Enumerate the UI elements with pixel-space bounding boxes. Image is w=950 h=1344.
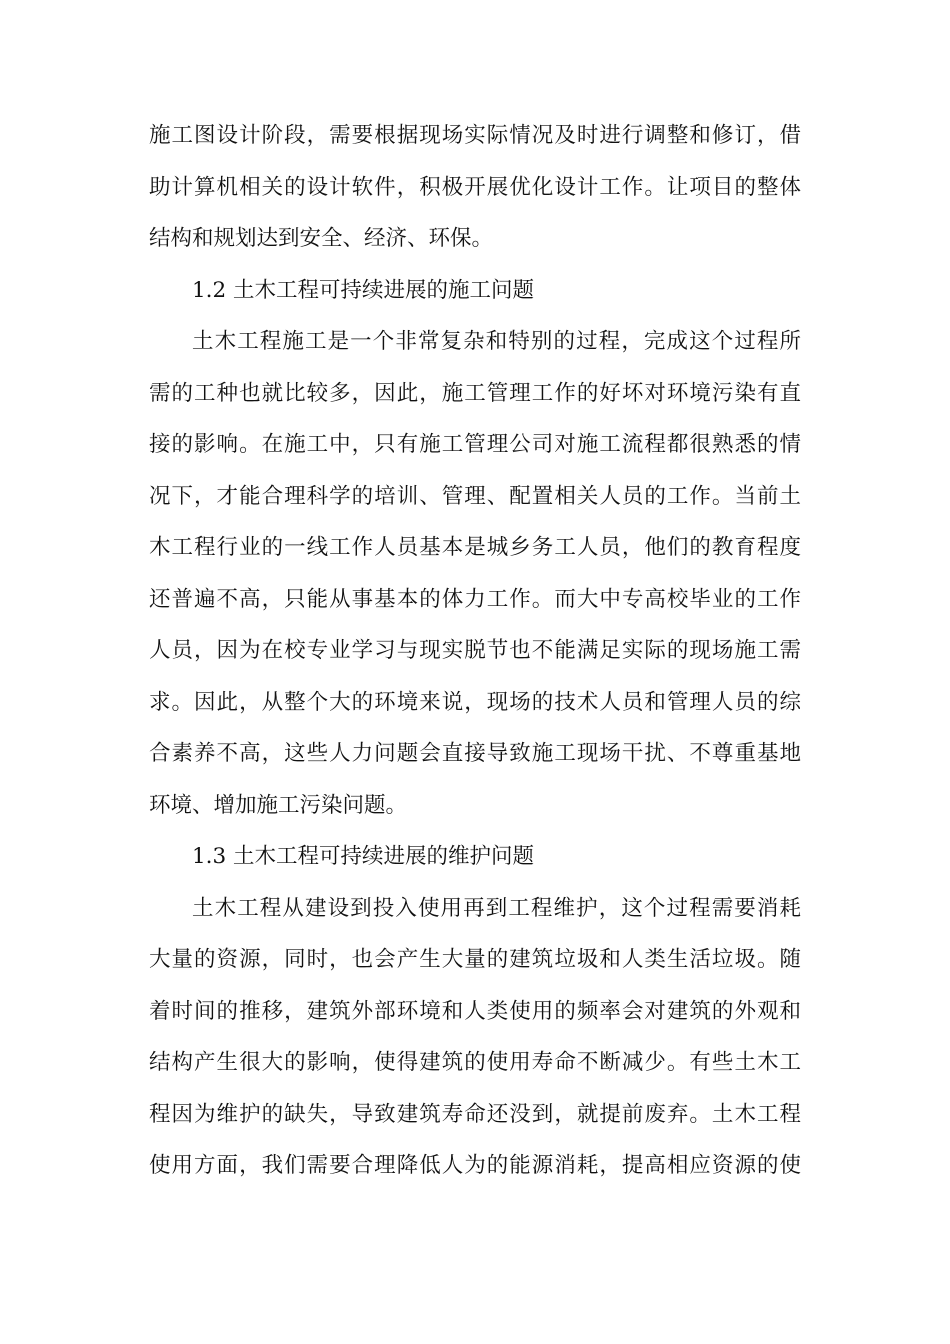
text-line: 土木工程从建设到投入使用再到工程维护，这个过程需要消耗 bbox=[192, 895, 801, 921]
text-line: 求。因此，从整个大的环境来说，现场的技术人员和管理人员的综 bbox=[149, 689, 801, 715]
text-line: 木工程行业的一线工作人员基本是城乡务工人员，他们的教育程度 bbox=[149, 535, 801, 560]
text-line: 人员，因为在校专业学习与现实脱节也不能满足实际的现场施工需 bbox=[149, 638, 801, 663]
text-line: 着时间的推移，建筑外部环境和人类使用的频率会对建筑的外观和 bbox=[149, 998, 801, 1024]
text-line: 程因为维护的缺失，导致建筑寿命还没到，就提前废弃。土木工程 bbox=[149, 1101, 801, 1127]
text-line: 结构产生很大的影响，使得建筑的使用寿命不断减少。有些土木工 bbox=[149, 1050, 801, 1075]
paragraph-design-stage bbox=[149, 110, 801, 265]
paragraph-maintenance-issues bbox=[149, 883, 801, 1192]
text-line: 土木工程施工是一个非常复杂和特别的过程，完成这个过程所 bbox=[192, 329, 801, 354]
text-line: 接的影响。在施工中，只有施工管理公司对施工流程都很熟悉的情 bbox=[149, 432, 801, 457]
paragraph-construction-issues bbox=[149, 316, 801, 831]
text-line: 施工图设计阶段，需要根据现场实际情况及时进行调整和修订，借 bbox=[149, 123, 801, 148]
text-line: 助计算机相关的设计软件，积极开展优化设计工作。让项目的整体 bbox=[149, 174, 801, 200]
text-line: 大量的资源，同时，也会产生大量的建筑垃圾和人类生活垃圾。随 bbox=[149, 947, 801, 972]
document-page bbox=[149, 110, 801, 1192]
text-line: 使用方面，我们需要合理降低人为的能源消耗，提高相应资源的使 bbox=[149, 1153, 801, 1178]
text-line: 环境、增加施工污染问题。 bbox=[149, 792, 408, 818]
section-heading-1-2: 1.2 土木工程可持续进展的施工问题 bbox=[192, 277, 535, 303]
text-line: 况下，才能合理科学的培训、管理、配置相关人员的工作。当前土 bbox=[149, 483, 801, 509]
text-line: 结构和规划达到安全、经济、环保。 bbox=[149, 226, 494, 251]
text-line: 还普遍不高，只能从事基本的体力工作。而大中专高校毕业的工作 bbox=[149, 586, 801, 612]
section-heading-1-3: 1.3 土木工程可持续进展的维护问题 bbox=[192, 844, 535, 869]
text-line: 合素养不高，这些人力问题会直接导致施工现场干扰、不尊重基地 bbox=[149, 741, 801, 766]
text-line: 需的工种也就比较多，因此，施工管理工作的好坏对环境污染有直 bbox=[149, 380, 801, 406]
